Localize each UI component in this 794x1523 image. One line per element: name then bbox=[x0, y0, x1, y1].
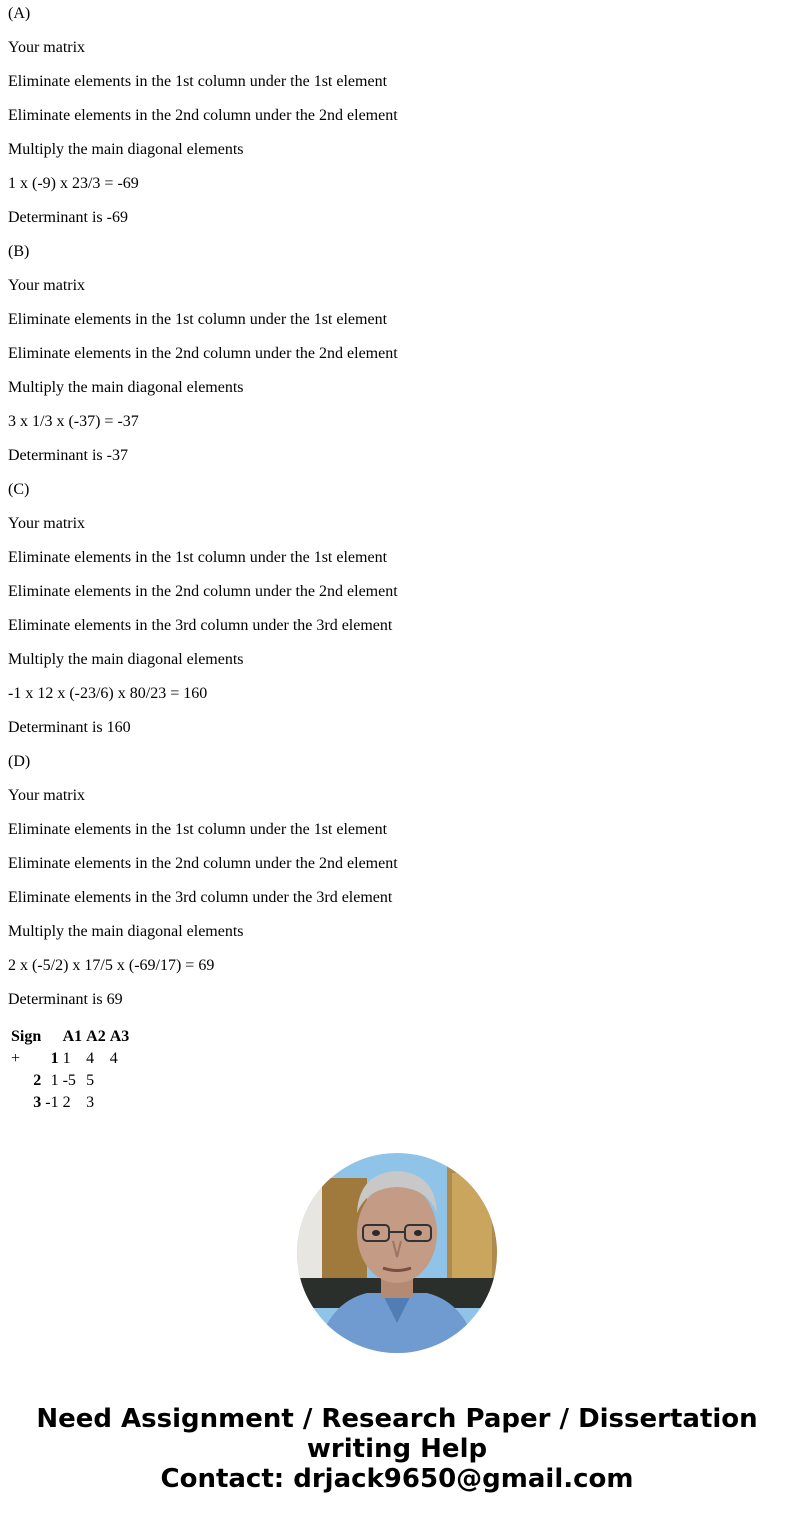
a2-header: A2 bbox=[86, 1028, 106, 1045]
step-line: Your matrix bbox=[8, 39, 86, 56]
table-cell bbox=[109, 1071, 131, 1091]
step-line: Determinant is 69 bbox=[8, 991, 123, 1008]
table-cell: -5 bbox=[62, 1072, 76, 1089]
author-avatar bbox=[297, 1153, 497, 1353]
table-cell: 1 bbox=[50, 1072, 59, 1089]
footer-line-2: writing Help bbox=[306, 1434, 488, 1464]
table-cell: + bbox=[11, 1050, 21, 1067]
table-cell: 1 bbox=[62, 1050, 71, 1067]
table-cell: 4 bbox=[86, 1050, 95, 1067]
step-line: Determinant is 160 bbox=[8, 719, 131, 736]
step-line: 3 x 1/3 x (-37) = -37 bbox=[8, 413, 139, 430]
step-line: Eliminate elements in the 1st column under the 1st element bbox=[8, 73, 388, 90]
table-row bbox=[10, 1071, 130, 1091]
step-line: Your matrix bbox=[8, 277, 86, 294]
step-line: Determinant is -37 bbox=[8, 447, 128, 464]
step-line: Multiply the main diagonal elements bbox=[8, 141, 244, 158]
blank-header bbox=[44, 1027, 59, 1047]
step-line: Multiply the main diagonal elements bbox=[8, 379, 244, 396]
step-line: Multiply the main diagonal elements bbox=[8, 923, 244, 940]
step-line: Determinant is -69 bbox=[8, 209, 128, 226]
step-line: Eliminate elements in the 2nd column under the 2nd element bbox=[8, 345, 398, 362]
step-line: Your matrix bbox=[8, 515, 86, 532]
step-line: (B) bbox=[8, 243, 30, 260]
table-cell: 1 bbox=[50, 1050, 59, 1067]
step-line: 2 x (-5/2) x 17/5 x (-69/17) = 69 bbox=[8, 957, 215, 974]
table-cell: 5 bbox=[86, 1072, 95, 1089]
table-cell: 2 bbox=[62, 1094, 71, 1111]
step-line: -1 x 12 x (-23/6) x 80/23 = 160 bbox=[8, 685, 208, 702]
step-line: Multiply the main diagonal elements bbox=[8, 651, 244, 668]
solution-steps bbox=[8, 0, 786, 1020]
step-line: (C) bbox=[8, 481, 30, 498]
table-cell: 2 bbox=[33, 1072, 42, 1089]
step-line: Eliminate elements in the 1st column under the 1st element bbox=[8, 821, 388, 838]
sign-table bbox=[8, 1025, 132, 1115]
step-line: Eliminate elements in the 1st column under the 1st element bbox=[8, 549, 388, 566]
table-row bbox=[10, 1049, 130, 1069]
author-portrait-image bbox=[297, 1153, 497, 1353]
a3-header: A3 bbox=[109, 1028, 130, 1045]
sign-header: Sign bbox=[11, 1028, 42, 1045]
step-line: Eliminate elements in the 3rd column under the 3rd element bbox=[8, 617, 393, 634]
sign-table-header-row bbox=[10, 1027, 130, 1047]
table-row bbox=[10, 1093, 130, 1113]
a1-header: A1 bbox=[62, 1028, 83, 1045]
step-line: Your matrix bbox=[8, 787, 86, 804]
table-cell: -1 bbox=[45, 1094, 59, 1111]
table-cell: 3 bbox=[86, 1094, 95, 1111]
step-line: (A) bbox=[8, 5, 31, 22]
step-line: 1 x (-9) x 23/3 = -69 bbox=[8, 175, 139, 192]
step-line: Eliminate elements in the 1st column under the 1st element bbox=[8, 311, 388, 328]
table-cell bbox=[109, 1093, 131, 1113]
footer-banner bbox=[0, 1404, 794, 1494]
table-cell: 4 bbox=[109, 1050, 118, 1067]
footer-contact: Contact: drjack9650@gmail.com bbox=[160, 1464, 634, 1494]
step-line: (D) bbox=[8, 753, 31, 770]
step-line: Eliminate elements in the 3rd column under the 3rd element bbox=[8, 889, 393, 906]
step-line: Eliminate elements in the 2nd column under the 2nd element bbox=[8, 855, 398, 872]
footer-line-1: Need Assignment / Research Paper / Dissertation bbox=[36, 1404, 758, 1434]
step-line: Eliminate elements in the 2nd column under the 2nd element bbox=[8, 107, 398, 124]
step-line: Eliminate elements in the 2nd column under the 2nd element bbox=[8, 583, 398, 600]
table-cell: 3 bbox=[33, 1094, 42, 1111]
